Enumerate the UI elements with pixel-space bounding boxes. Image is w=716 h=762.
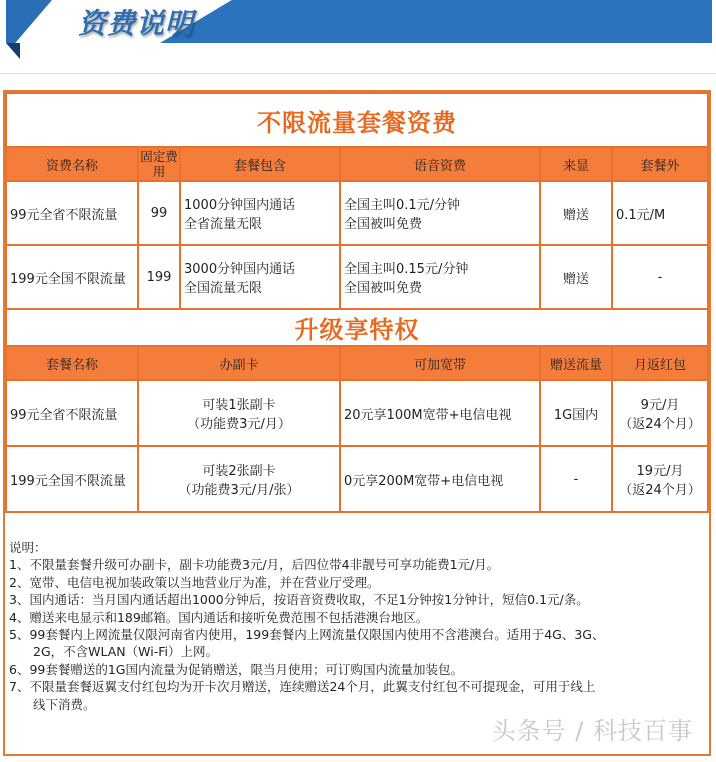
plan-name: 199元全国不限流量: [6, 446, 138, 512]
table-row: [6, 181, 708, 245]
overage: 0.1元/M: [612, 181, 708, 245]
sub-card-line: 可装1张副卡: [202, 398, 276, 413]
header-banner: [0, 0, 716, 60]
note-item: 6、99套餐赠送的1G国内流量为促销赠送，限当月使用；可订购国内流量加装包。: [9, 661, 463, 677]
perks-table: [5, 308, 709, 513]
header-cell: 办副卡: [138, 346, 340, 380]
voice-line: 全国主叫0.15元/分钟: [344, 262, 469, 277]
note-item: 1、不限量套餐升级可办副卡，副卡功能费3元/月，后四位带4非靓号可享功能费1元/月。: [9, 557, 500, 573]
table-row: [6, 380, 708, 446]
plan-table: [5, 92, 709, 310]
header-cell: 套餐包含: [180, 147, 340, 181]
watermark: 头条号 / 科技百事: [491, 717, 693, 745]
voice-rate: [340, 245, 540, 309]
header-cell: 资费名称: [6, 147, 138, 181]
sub-card-line: （功能费3元/月/张）: [178, 483, 300, 498]
plan-name: 99元全省不限流量: [6, 181, 138, 245]
plan-fee: 199: [138, 245, 180, 309]
table-row: [6, 245, 708, 309]
cashback-line: （返24个月）: [619, 417, 701, 432]
header-cell: 来显: [540, 147, 612, 181]
page-title: 资费说明: [78, 7, 195, 40]
pricing-panel: [3, 90, 711, 756]
caller-id: 赠送: [540, 181, 612, 245]
plan-name: 199元全国不限流量: [6, 245, 138, 309]
sub-card-line: 可装2张副卡: [202, 464, 276, 479]
notes-heading: 说明：: [9, 540, 47, 555]
plan-table-title: 不限流量套餐资费: [6, 93, 708, 147]
broadband: 20元享100M宽带+电信电视: [340, 380, 540, 446]
plan-name: 99元全省不限流量: [6, 380, 138, 446]
header-cell: 可加宽带: [340, 346, 540, 380]
plan-includes: [180, 181, 340, 245]
plan-fee: 99: [138, 181, 180, 245]
voice-line: 全国被叫免费: [344, 217, 423, 232]
header-cell: 固定费用: [138, 147, 180, 181]
header-cell: 赠送流量: [540, 346, 612, 380]
cashback-line: 9元/月: [640, 398, 680, 413]
note-item: 2、宽带、电信电视加装政策以当地营业厅为准，并在营业厅受理。: [9, 574, 380, 590]
perks-table-title: 升级享特权: [6, 309, 708, 346]
table-row: [6, 446, 708, 512]
header-cell: 语音资费: [340, 147, 540, 181]
cashback-line: 19元/月: [636, 464, 684, 479]
sub-card: [138, 380, 340, 446]
banner-right-stripe: [160, 0, 712, 43]
header-cell: 月返红包: [612, 346, 708, 380]
note-item-continued: 2G，不含WLAN（Wi-Fi）上网。: [33, 644, 218, 660]
cashback-line: （返24个月）: [619, 483, 701, 498]
includes-line: 1000分钟国内通话: [184, 198, 296, 213]
notes-section: [5, 513, 709, 713]
bonus-data: 1G国内: [540, 380, 612, 446]
includes-line: 3000分钟国内通话: [184, 262, 296, 277]
note-item: 5、99套餐内上网流量仅限河南省内使用，199套餐内上网流量仅限国内使用不含港澳台。适用于4G、3G、: [9, 627, 605, 643]
banner-left-stripe: [6, 0, 52, 43]
note-item: 4、赠送来电显示和189邮箱。国内通话和接听免费范围不包括港澳台地区。: [9, 609, 429, 625]
includes-line: 全国流量无限: [184, 281, 263, 296]
plan-table-header: [6, 147, 708, 181]
bonus-data: -: [540, 446, 612, 512]
cashback: [612, 380, 708, 446]
perks-table-header: [6, 346, 708, 380]
header-cell: 套餐外: [612, 147, 708, 181]
overage: -: [612, 245, 708, 309]
header-cell: 套餐名称: [6, 346, 138, 380]
note-item: 7、不限量套餐返翼支付红包均为开卡次月赠送，连续赠送24个月，此翼支付红包不可提现金，可用于线上: [9, 679, 596, 695]
banner-fold: [6, 43, 20, 59]
includes-line: 全省流量无限: [184, 217, 263, 232]
divider: [0, 73, 716, 74]
note-item-continued: 线下消费。: [33, 696, 96, 712]
caller-id: 赠送: [540, 245, 612, 309]
voice-line: 全国主叫0.1元/分钟: [344, 198, 461, 213]
plan-includes: [180, 245, 340, 309]
note-item: 3、国内通话：当月国内通话超出1000分钟后，按语音资费收取，不足1分钟按1分钟计，短信0.1元/条。: [9, 592, 589, 608]
voice-line: 全国被叫免费: [344, 281, 423, 296]
broadband: 0元享200M宽带+电信电视: [340, 446, 540, 512]
sub-card: [138, 446, 340, 512]
cashback: [612, 446, 708, 512]
voice-rate: [340, 181, 540, 245]
sub-card-line: （功能费3元/月）: [187, 417, 291, 432]
